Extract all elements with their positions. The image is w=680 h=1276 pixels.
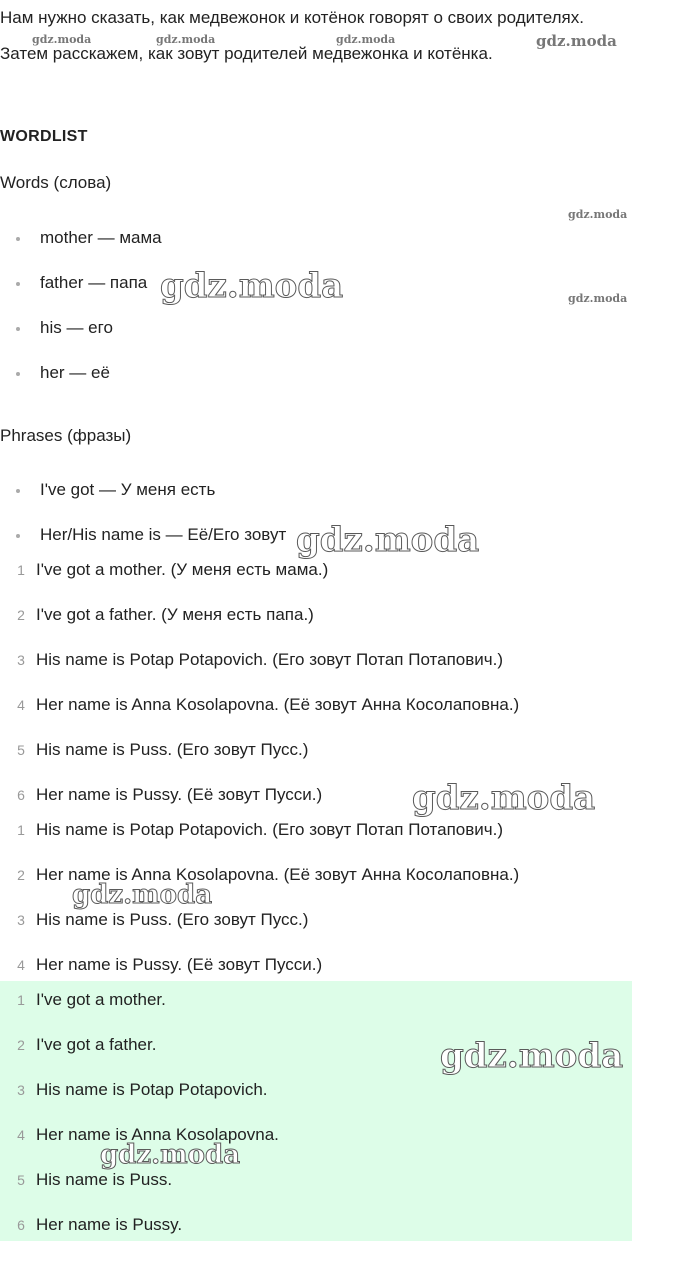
watermark-logo: gdz.moda xyxy=(100,1140,241,1170)
list-item xyxy=(14,695,519,715)
list-item xyxy=(14,990,166,1010)
item-text: His name is Puss. (Его зовут Пусс.) xyxy=(36,910,309,929)
item-text: His name is Potap Potapovich. xyxy=(36,1080,268,1099)
list-item xyxy=(14,1170,172,1190)
list-item xyxy=(14,1215,182,1235)
item-number: 3 xyxy=(17,1082,25,1098)
item-text: I've got a mother. xyxy=(36,990,166,1009)
list-item xyxy=(14,560,328,580)
words-title: Words (слова) xyxy=(0,173,112,192)
item-number: 2 xyxy=(17,607,25,623)
list-item xyxy=(14,740,308,760)
item-text: Her name is Anna Kosolapovna. (Её зовут Анна Косолаповна.) xyxy=(36,865,520,884)
item-number: 1 xyxy=(17,562,25,578)
watermark-logo: gdz.moda xyxy=(412,778,596,818)
item-text: I've got a father. xyxy=(36,1035,157,1054)
list-item xyxy=(14,650,503,670)
answer-highlight-block xyxy=(0,981,632,1241)
list-item xyxy=(14,955,322,975)
bullet-icon xyxy=(16,327,20,331)
intro-line-2: Затем расскажем, как зовут родителей медвежонка и котёнка. xyxy=(0,44,493,63)
watermark-logo: gdz.moda xyxy=(536,32,617,50)
watermark-logo: gdz.moda xyxy=(156,33,216,46)
item-text: I've got a mother. (У меня есть мама.) xyxy=(36,560,329,579)
item-number: 2 xyxy=(17,1037,25,1053)
item-number: 6 xyxy=(17,1217,25,1233)
list-item xyxy=(16,228,162,248)
word-item: his — его xyxy=(40,318,113,337)
word-item: mother — мама xyxy=(40,228,162,247)
phrase-item: Her/His name is — Её/Его зовут xyxy=(40,525,287,544)
watermark-logo: gdz.moda xyxy=(296,520,480,560)
item-text: His name is Potap Potapovich. (Его зовут Потап Потапович.) xyxy=(36,820,504,839)
watermark-logo: gdz.moda xyxy=(160,266,344,306)
item-text: Her name is Pussy. xyxy=(36,1215,183,1234)
item-number: 2 xyxy=(17,867,25,883)
list-item xyxy=(16,273,147,293)
watermark-logo: gdz.moda xyxy=(568,208,628,221)
item-text: Her name is Pussy. (Её зовут Пусси.) xyxy=(36,955,323,974)
item-number: 4 xyxy=(17,957,25,973)
item-number: 3 xyxy=(17,652,25,668)
list-item xyxy=(14,1080,268,1100)
list-item xyxy=(16,363,110,383)
watermark-logo: gdz.moda xyxy=(32,33,92,46)
list-item xyxy=(14,605,314,625)
item-text: His name is Puss. (Его зовут Пусс.) xyxy=(36,740,309,759)
item-number: 3 xyxy=(17,912,25,928)
item-text: Her name is Pussy. (Её зовут Пусси.) xyxy=(36,785,323,804)
bullet-icon xyxy=(16,282,20,286)
item-number: 5 xyxy=(17,1172,25,1188)
item-text: His name is Puss. xyxy=(36,1170,173,1189)
item-number: 4 xyxy=(17,1127,25,1143)
item-text: Her name is Anna Kosolapovna. (Её зовут Анна Косолаповна.) xyxy=(36,695,520,714)
watermark-logo: gdz.moda xyxy=(336,33,396,46)
list-item xyxy=(14,785,322,805)
list-item xyxy=(16,318,113,338)
item-number: 5 xyxy=(17,742,25,758)
bullet-icon xyxy=(16,237,20,241)
list-item xyxy=(14,910,308,930)
item-number: 4 xyxy=(17,697,25,713)
bullet-icon xyxy=(16,372,20,376)
list-item xyxy=(14,820,503,840)
phrase-item: I've got — У меня есть xyxy=(40,480,216,499)
word-item: her — её xyxy=(40,363,110,382)
word-item: father — папа xyxy=(40,273,148,292)
list-item xyxy=(16,525,286,545)
item-text: I've got a father. (У меня есть папа.) xyxy=(36,605,314,624)
item-number: 1 xyxy=(17,992,25,1008)
item-text: His name is Potap Potapovich. (Его зовут Потап Потапович.) xyxy=(36,650,504,669)
bullet-icon xyxy=(16,489,20,493)
list-item xyxy=(14,1035,156,1055)
item-text: Her name is Anna Kosolapovna. xyxy=(36,1125,279,1144)
watermark-logo: gdz.moda xyxy=(72,880,213,910)
watermark-logo: gdz.moda xyxy=(568,292,628,305)
intro-line-1: Нам нужно сказать, как медвежонок и котёнок говорят о своих родителях. xyxy=(0,8,584,27)
bullet-icon xyxy=(16,534,20,538)
watermark-logo: gdz.moda xyxy=(440,1036,624,1076)
item-number: 6 xyxy=(17,787,25,803)
item-number: 1 xyxy=(17,822,25,838)
phrases-title: Phrases (фразы) xyxy=(0,426,132,445)
wordlist-heading: WORDLIST xyxy=(0,128,88,145)
list-item xyxy=(16,480,215,500)
